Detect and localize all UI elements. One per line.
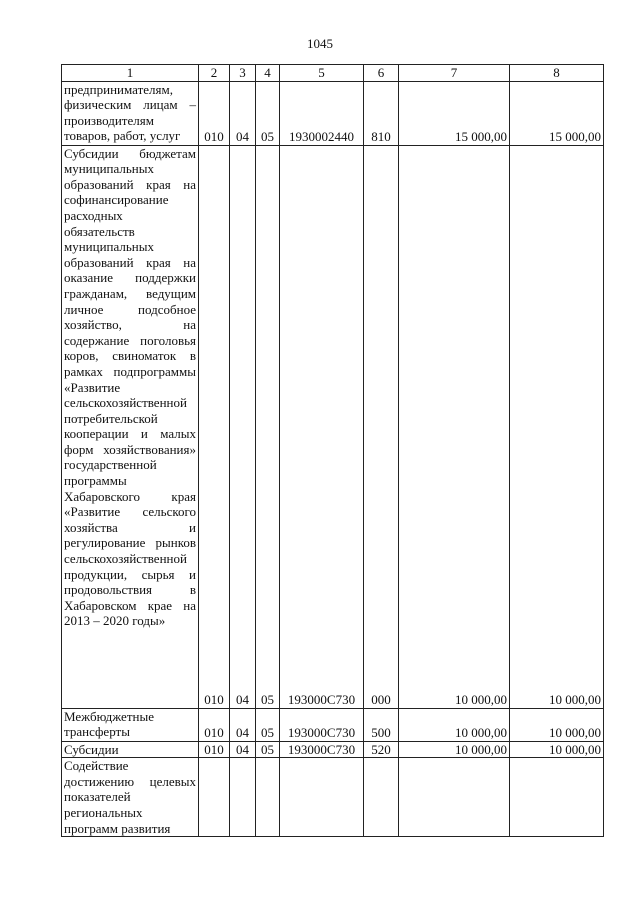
- budget-table: [61, 64, 604, 837]
- row-name: Субсидии: [62, 741, 199, 758]
- row-name: Межбюджетные трансферты: [62, 708, 199, 741]
- cell-amount-8: 15 000,00: [510, 81, 604, 145]
- column-header: 7: [399, 65, 510, 82]
- cell-amount-8: 10 000,00: [510, 708, 604, 741]
- cell-subsection: [256, 758, 280, 837]
- cell-target-article: 193000С730: [280, 741, 364, 758]
- table-row: [62, 81, 604, 145]
- column-header: 5: [280, 65, 364, 82]
- cell-amount-7: 10 000,00: [399, 708, 510, 741]
- column-header: 4: [256, 65, 280, 82]
- row-name: предпринимателям, физическим лицам – производителям товаров, работ, услуг: [62, 81, 199, 145]
- cell-amount-8: [510, 758, 604, 837]
- page-number: 1045: [307, 36, 333, 51]
- cell-amount-7: 15 000,00: [399, 81, 510, 145]
- table-row: [62, 741, 604, 758]
- cell-amount-8: 10 000,00: [510, 741, 604, 758]
- row-name: Содействие достижению целевых показателей региональных программ развития: [62, 758, 199, 837]
- table-row: [62, 708, 604, 741]
- cell-target-article: 193000С730: [280, 145, 364, 708]
- cell-subsection: 05: [256, 81, 280, 145]
- cell-expense-type: 500: [364, 708, 399, 741]
- table-row: [62, 145, 604, 708]
- cell-subsection: 05: [256, 708, 280, 741]
- cell-expense-type: 000: [364, 145, 399, 708]
- cell-ministry: 010: [199, 741, 230, 758]
- row-name: Субсидии бюджетам муниципальных образований края на софинансирование расходных обязательств муниципальных образований края на оказание поддержки гражданам, ведущим личное подсобное хозяйство, на содержание поголовья коров, свиноматок в рамках подпрограммы «Развитие сельскохозяйственной потребительской кооперации и малых форм хозяйствования» государственной программы Хабаровского края «Развитие сельского хозяйства и регулирование рынков сельскохозяйственной продукции, сырья и продовольствия в Хабаровском крае на 2013 – 2020 годы»: [62, 145, 199, 708]
- cell-ministry: 010: [199, 145, 230, 708]
- cell-ministry: 010: [199, 81, 230, 145]
- cell-subsection: 05: [256, 145, 280, 708]
- cell-section: 04: [230, 708, 256, 741]
- cell-subsection: 05: [256, 741, 280, 758]
- cell-section: 04: [230, 741, 256, 758]
- cell-section: 04: [230, 81, 256, 145]
- header-row: [62, 65, 604, 82]
- cell-target-article: 1930002440: [280, 81, 364, 145]
- cell-amount-8: 10 000,00: [510, 145, 604, 708]
- cell-amount-7: 10 000,00: [399, 741, 510, 758]
- column-header: 8: [510, 65, 604, 82]
- column-header: 6: [364, 65, 399, 82]
- table-row: [62, 758, 604, 837]
- cell-ministry: 010: [199, 708, 230, 741]
- cell-expense-type: 810: [364, 81, 399, 145]
- cell-target-article: 193000С730: [280, 708, 364, 741]
- column-header: 1: [62, 65, 199, 82]
- column-header: 2: [199, 65, 230, 82]
- cell-target-article: [280, 758, 364, 837]
- cell-ministry: [199, 758, 230, 837]
- cell-expense-type: 520: [364, 741, 399, 758]
- cell-section: 04: [230, 145, 256, 708]
- cell-amount-7: [399, 758, 510, 837]
- cell-expense-type: [364, 758, 399, 837]
- column-header: 3: [230, 65, 256, 82]
- cell-section: [230, 758, 256, 837]
- cell-amount-7: 10 000,00: [399, 145, 510, 708]
